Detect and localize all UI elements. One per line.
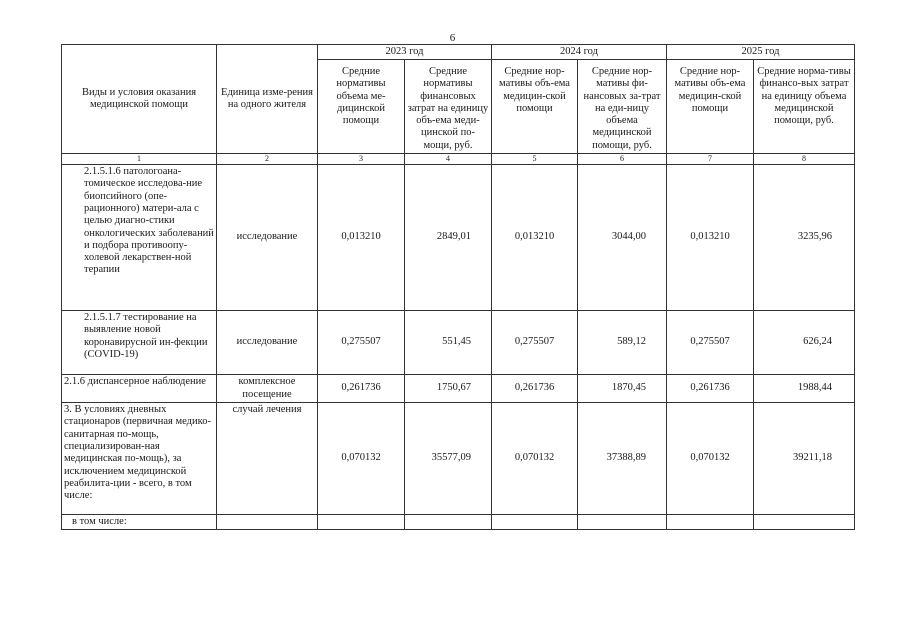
row-cost-2025: 1988,44 <box>754 375 855 403</box>
column-number: 6 <box>578 154 667 165</box>
table-row <box>62 403 855 515</box>
header-volume-2024: Средние нор-мативы объ-ема медицин-ской помощи <box>492 60 578 154</box>
row-cost-2024 <box>578 515 667 530</box>
row-care-type: 3. В условиях дневных стационаров (первичная медико-санитарная по-мощь, специализирован-ная медицинская по-мощь), за исключением медицинской реабилита-ции - всего, в том числе: <box>62 403 217 515</box>
header-unit: Единица изме-рения на одного жителя <box>217 45 318 154</box>
row-cost-2024: 589,12 <box>578 311 667 375</box>
header-cost-2025: Средние норма-тивы финансо-вых затрат на единицу объема медицинской помощи, руб. <box>754 60 855 154</box>
row-care-type: 2.1.6 диспансерное наблюдение <box>62 375 217 403</box>
column-number-row <box>62 154 855 165</box>
column-number: 7 <box>667 154 754 165</box>
header-cost-2024: Средние нор-мативы фи-нансовых за-трат на еди-ницу объема медицинской помощи, руб. <box>578 60 667 154</box>
header-year-2024: 2024 год <box>492 45 667 60</box>
row-unit: случай лечения <box>217 403 318 515</box>
column-number: 3 <box>318 154 405 165</box>
row-volume-2024: 0,013210 <box>492 165 578 311</box>
row-unit: комплексное посещение <box>217 375 318 403</box>
header-volume-2025: Средние нор-мативы объ-ема медицин-ской помощи <box>667 60 754 154</box>
row-volume-2023: 0,013210 <box>318 165 405 311</box>
table-row <box>62 165 855 311</box>
header-year-2023: 2023 год <box>318 45 492 60</box>
row-cost-2023: 35577,09 <box>405 403 492 515</box>
header-volume-2023: Средние нормативы объема ме-дицинской помощи <box>318 60 405 154</box>
row-cost-2024: 3044,00 <box>578 165 667 311</box>
row-volume-2024: 0,275507 <box>492 311 578 375</box>
header-year-row <box>62 45 855 60</box>
table-row <box>62 311 855 375</box>
header-year-2025: 2025 год <box>667 45 855 60</box>
column-number: 1 <box>62 154 217 165</box>
row-cost-2023: 2849,01 <box>405 165 492 311</box>
table-row <box>62 375 855 403</box>
row-care-type: 2.1.5.1.6 патологоана-томическое исследова-ние биопсийного (опе-рационного) матери-ала с целью диагно-стики онкологических заболеваний и подбора противоопу-холевой лекарствен-ной терапии <box>62 165 217 311</box>
row-volume-2023 <box>318 515 405 530</box>
row-unit: исследование <box>217 311 318 375</box>
row-cost-2025: 39211,18 <box>754 403 855 515</box>
row-care-type: 2.1.5.1.7 тестирование на выявление новой коронавирусной ин-фекции (COVID-19) <box>62 311 217 375</box>
row-volume-2023: 0,275507 <box>318 311 405 375</box>
medical-care-norms-table <box>61 44 855 530</box>
column-number: 8 <box>754 154 855 165</box>
header-care-type: Виды и условия оказания медицинской помощи <box>62 45 217 154</box>
row-volume-2025: 0,013210 <box>667 165 754 311</box>
row-volume-2025: 0,275507 <box>667 311 754 375</box>
header-cost-2023: Средние нормативы финансовых затрат на единицу объ-ема меди-цинской по-мощи, руб. <box>405 60 492 154</box>
row-cost-2023: 551,45 <box>405 311 492 375</box>
column-number: 5 <box>492 154 578 165</box>
row-unit: исследование <box>217 165 318 311</box>
row-cost-2023: 1750,67 <box>405 375 492 403</box>
column-number: 4 <box>405 154 492 165</box>
row-volume-2024: 0,261736 <box>492 375 578 403</box>
row-cost-2025 <box>754 515 855 530</box>
row-volume-2024: 0,070132 <box>492 403 578 515</box>
page-number: 6 <box>449 32 456 44</box>
row-care-type: в том числе: <box>62 515 217 530</box>
table-row <box>62 515 855 530</box>
row-volume-2025: 0,261736 <box>667 375 754 403</box>
column-number: 2 <box>217 154 318 165</box>
row-cost-2023 <box>405 515 492 530</box>
row-volume-2023: 0,261736 <box>318 375 405 403</box>
row-cost-2024: 37388,89 <box>578 403 667 515</box>
row-volume-2025 <box>667 515 754 530</box>
row-cost-2025: 3235,96 <box>754 165 855 311</box>
row-cost-2025: 626,24 <box>754 311 855 375</box>
row-volume-2025: 0,070132 <box>667 403 754 515</box>
row-unit <box>217 515 318 530</box>
row-volume-2024 <box>492 515 578 530</box>
row-volume-2023: 0,070132 <box>318 403 405 515</box>
row-cost-2024: 1870,45 <box>578 375 667 403</box>
